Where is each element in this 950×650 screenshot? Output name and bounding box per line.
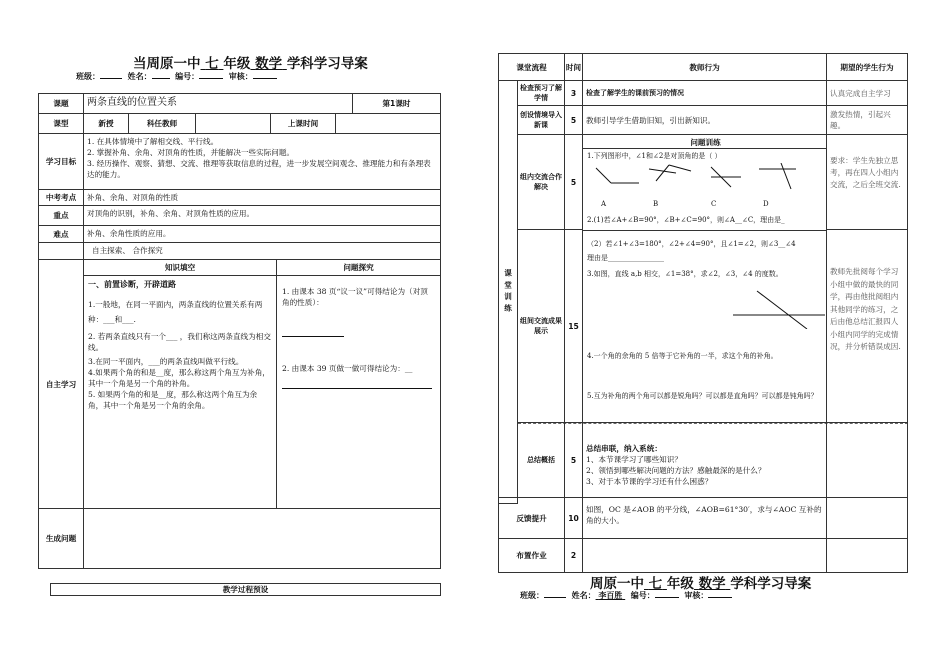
r2-label: 创设情境导入新课 [517,105,565,135]
self-study-label: 自主学习 [38,259,84,509]
summary-title: 总结串联，纳入系统： [586,444,662,453]
class-training-label: 课堂训练 [498,80,518,504]
process-footer: 教学过程预设 [50,583,441,596]
generated-area [83,508,441,569]
teacher-header: 教师行为 [582,53,827,81]
goal-item: 2. 掌握补角、余角、对顶角的性质，并能解决一些实际问题。 [87,148,295,157]
left-info-line [76,71,277,82]
divider [583,230,826,231]
section-1-heading: 一、前置诊断，开辟道路 [88,280,176,289]
r4-time: 15 [564,229,583,423]
right-info-line [520,590,732,601]
problem-item-1: 1. 由课本 38 页“议一议”可得结论为（对顶角的性质）： [282,287,428,307]
title-suffix: 学科学习导案 [730,576,812,592]
key-label: 重点 [38,205,84,226]
topic-label: 课题 [38,93,84,114]
r7-teacher [582,538,827,573]
r2-teacher: 教师引导学生借助旧知，引出新知识。 [582,105,827,135]
knowledge-item-3: 3.在同一平面内，___的两条直线叫做平行线。 [88,356,244,366]
title-grade: 七 [648,576,663,592]
question-4: 4.一个角的余角的 5 倍等于它补角的一半，求这个角的补角。 [587,352,778,360]
r5-student [826,423,908,498]
r2-time: 5 [564,105,583,135]
r6-student [826,497,908,539]
knowledge-content [83,275,277,509]
problem-content [276,275,441,509]
diff-label: 难点 [38,225,84,243]
name-label: 姓名： [571,591,596,600]
flow-header: 课堂流程 [498,53,565,81]
title-school: 当周原一中 [133,56,201,72]
title-grade-suffix: 年级 [666,576,694,592]
right-page-title [590,572,811,592]
r1-time: 3 [564,80,583,106]
title-grade-suffix: 年级 [223,56,251,72]
summary-item: 3、对于本节课的学习还有什么困惑？ [586,477,713,486]
time-value [335,113,441,134]
goal-label: 学习目标 [38,133,84,190]
r5-time: 5 [564,423,583,498]
q1-option-b: B [653,200,659,208]
problem-item-2: 2. 由课本 39 页做一做可得结论为：__ [282,364,413,373]
q1-option-a: A [601,200,607,208]
knowledge-item-1: 1.一般地，在同一平面内，两条直线的位置关系有两种：___和___. [88,299,263,324]
question-5: 5.互为补角的两个角可以都是锐角吗？可以都是直角吗？可以都是钝角吗？ [587,392,818,400]
question-2c: 理由是________________ [587,254,664,262]
r5-label: 总结概括 [517,423,565,498]
r4-student: 教师先批阅每个学习小组中做的最快的同学，再由他批阅组内其他同学的练习，之后由他总结汇报四人小组内同学的完成情况，并分析错误成因. [826,229,908,423]
title-subject: 数学 [698,576,726,592]
question-3: 3.如图，直线 a,b 相交，∠1=38°，求∠2，∠3，∠4 的度数。 [587,270,783,278]
answer-line [282,388,432,389]
code-label: 编号： [175,72,200,81]
r1-student: 认真完成自主学习 [826,80,908,106]
time-label: 上课时间 [270,113,336,134]
q3-figure [731,285,827,329]
training-title: 问题训练 [690,138,721,147]
diff-value: 补角、余角性质的应用。 [83,225,441,243]
q1-option-d: D [763,200,769,208]
key-value: 对顶角的识别，补角、余角、对顶角性质的应用。 [83,205,441,226]
divider [583,148,826,149]
title-subject: 数学 [255,56,283,72]
answer-line [282,336,344,337]
problem-header: 问题探究 [276,259,441,276]
exam-label: 中考考点 [38,189,84,206]
name-label: 姓名： [127,72,152,81]
student-header: 期望的学生行为 [826,53,908,81]
training-teacher-cell [582,134,827,423]
title-suffix: 学科学习导案 [286,56,368,72]
r6-time: 10 [564,497,583,539]
method-value: 自主探索、 合作探究 [83,242,441,260]
generated-label: 生成问题 [38,508,84,569]
r1-label: 检查预习了解学情 [517,80,565,106]
code-label: 编号： [630,591,655,600]
knowledge-item-4: 4.如果两个角的和是__度，那么称这两个角互为补角，其中一个角是另一个角的补角。 [88,367,270,388]
period-value: 第1课时 [352,93,441,114]
time-header: 时间 [564,53,583,81]
left-page-title [133,52,368,72]
r6-label: 反馈提升 [498,497,565,539]
r3-label: 组内交流合作解决 [517,134,565,230]
title-grade: 七 [205,56,219,72]
review-label: 审核： [684,591,709,600]
knowledge-item-5: 5. 如果两个角的和是__度，那么称这两个角互为余角，其中一个角是另一个角的余角。 [88,389,258,410]
goal-item: 1. 在具体情境中了解相交线、平行线。 [87,137,219,146]
class-label: 班级： [520,591,544,600]
summary-item: 1、本节课学习了哪些知识？ [586,455,682,464]
review-label: 审核： [228,72,253,81]
teacher-label: 科任教师 [128,113,196,134]
r7-time: 2 [564,538,583,573]
summary-item: 2、领悟到哪些解决问题的方法？感触最深的是什么？ [586,466,766,475]
question-2b: （2）若∠1+∠3=180°，∠2+∠4=90°，且∠1=∠2，则∠3__∠4 [587,240,796,248]
goal-list [83,133,441,190]
r7-student [826,538,908,573]
r7-label: 布置作业 [498,538,565,573]
question-1: 1.下列图形中，∠1和∠2是对顶角的是（ ） [587,152,722,160]
knowledge-item-2: 2. 若两条直线只有一个___ ，我们称这两条直线为相交线。 [88,331,271,352]
q1-option-c: C [711,200,717,208]
r4-label: 组间交流成果展示 [517,229,565,423]
q1-figures [591,163,811,193]
r5-teacher [582,423,827,498]
method-label-cell [38,242,84,260]
question-2: 2.(1)若∠A+∠B=90°，∠B+∠C=90°，则∠A__∠C，理由是_ [587,216,785,224]
r1-teacher: 检查了解学生的课前预习的情况 [582,80,827,106]
type-value: 新授 [83,113,129,134]
title-school: 周原一中 [590,576,644,592]
topic-value: 两条直线的位置关系 [83,93,353,114]
student-name: 李百胜 [598,591,623,600]
r2-student: 激发热情，引起兴趣。 [826,105,908,135]
r6-teacher: 如图，OC 是∠AOB 的平分线，∠AOB=61°30′，求与∠AOC 互补的角的大小。 [582,497,827,539]
type-label: 课型 [38,113,84,134]
goal-item: 3. 经历操作、观察、猜想、交流、推理等获取信息的过程，进一步发展空间观念、推理能力和有条理表达的能力。 [87,159,431,179]
exam-value: 补角、余角、对顶角的性质 [83,189,441,206]
class-label: 班级： [76,72,100,81]
knowledge-header: 知识填空 [83,259,277,276]
teacher-value [195,113,271,134]
r3-student: 要求：学生先独立思考，再在四人小组内交流，之后全班交流. [826,134,908,230]
r3-time: 5 [564,134,583,230]
